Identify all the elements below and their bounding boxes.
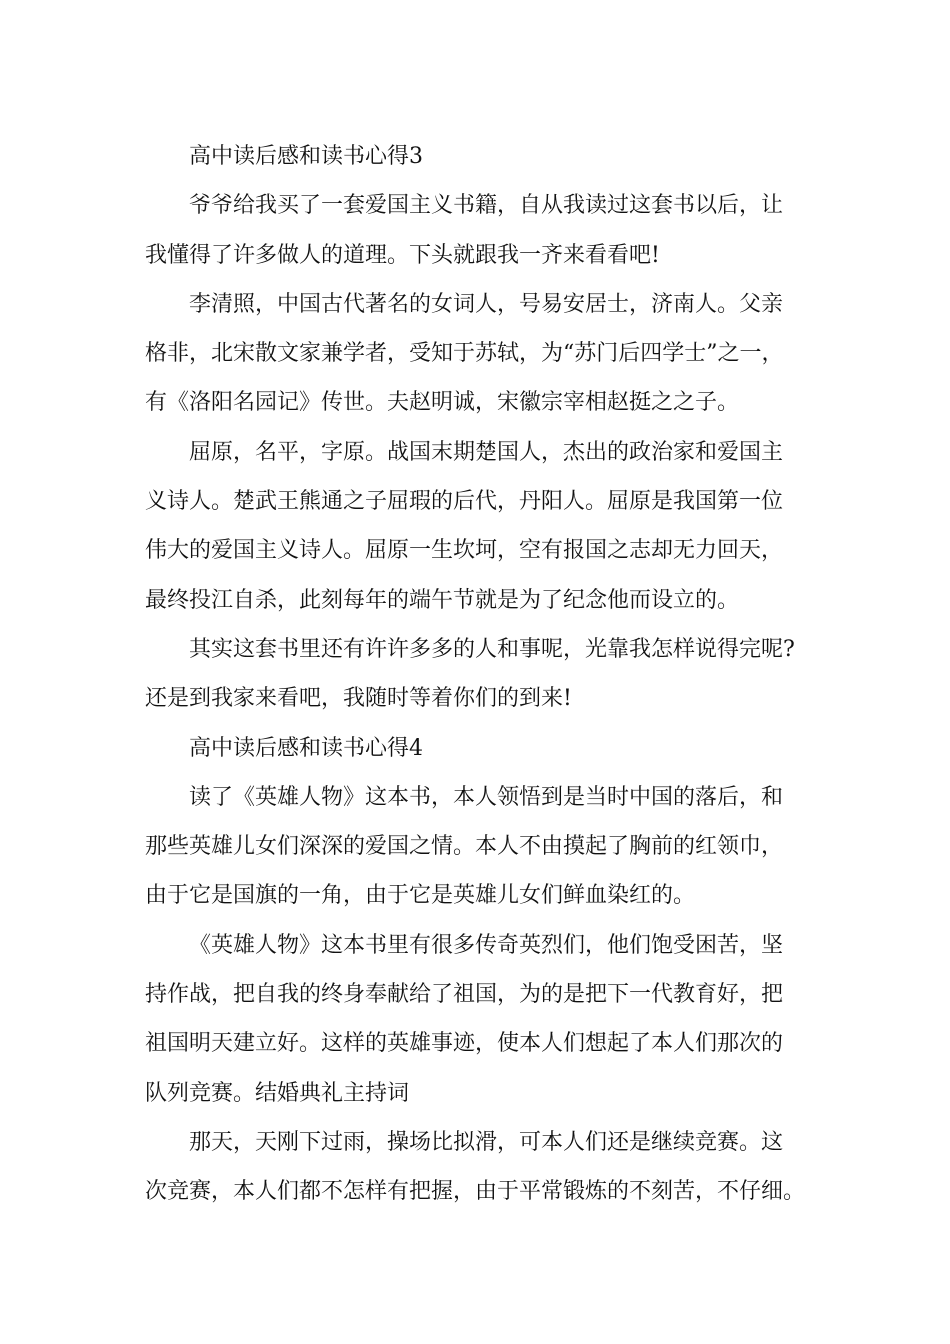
text-line: 我懂得了许多做人的道理。下头就跟我一齐来看看吧! (145, 242, 660, 268)
text-line: 《英雄人物》这本书里有很多传奇英烈们，他们饱受困苦，坚 (189, 932, 784, 958)
text-line: 由于它是国旗的一角，由于它是英雄儿女们鲜血染红的。 (145, 883, 696, 909)
section-heading: 高中读后感和读书心得4 (189, 735, 423, 761)
text-line: 其实这套书里还有许许多多的人和事呢，光靠我怎样说得完呢? (189, 636, 795, 662)
text-line: 最终投江自杀，此刻每年的端午节就是为了纪念他而设立的。 (145, 587, 740, 613)
text-line: 持作战，把自我的终身奉献给了祖国，为的是把下一代教育好，把 (145, 982, 784, 1008)
text-line: 队列竞赛。结婚典礼主持词 (145, 1080, 410, 1106)
section-heading: 高中读后感和读书心得3 (189, 144, 423, 169)
text-line: 屈原，名平，字原。战国末期楚国人，杰出的政治家和爱国主 (189, 439, 784, 465)
text-line: 有《洛阳名园记》传世。夫赵明诚，宋徽宗宰相赵挺之之子。 (145, 390, 740, 416)
text-line: 爷爷给我买了一套爱国主义书籍，自从我读过这套书以后，让 (189, 193, 784, 219)
text-line: 格非，北宋散文家兼学者，受知于苏轼，为“苏门后四学士”之一， (145, 341, 784, 367)
document-body (145, 132, 825, 1217)
text-line: 读了《英雄人物》这本书，本人领悟到是当时中国的落后，和 (189, 784, 784, 810)
text-line: 次竞赛，本人们都不怎样有把握，由于平常锻炼的不刻苦，不仔细。 (145, 1179, 806, 1205)
text-line: 义诗人。楚武王熊通之子屈瑕的后代，丹阳人。屈原是我国第一位 (145, 489, 784, 515)
text-line: 还是到我家来看吧，我随时等着你们的到来! (145, 686, 572, 712)
text-line: 那些英雄儿女们深深的爱国之情。本人不由摸起了胸前的红领巾， (145, 834, 784, 860)
text-line: 伟大的爱国主义诗人。屈原一生坎坷，空有报国之志却无力回天， (145, 538, 784, 564)
text-line: 李清照，中国古代著名的女词人，号易安居士，济南人。父亲 (189, 291, 784, 317)
text-line: 祖国明天建立好。这样的英雄事迹，使本人们想起了本人们那次的 (145, 1031, 784, 1057)
text-line: 那天，天刚下过雨，操场比拟滑，可本人们还是继续竞赛。这 (189, 1129, 784, 1155)
